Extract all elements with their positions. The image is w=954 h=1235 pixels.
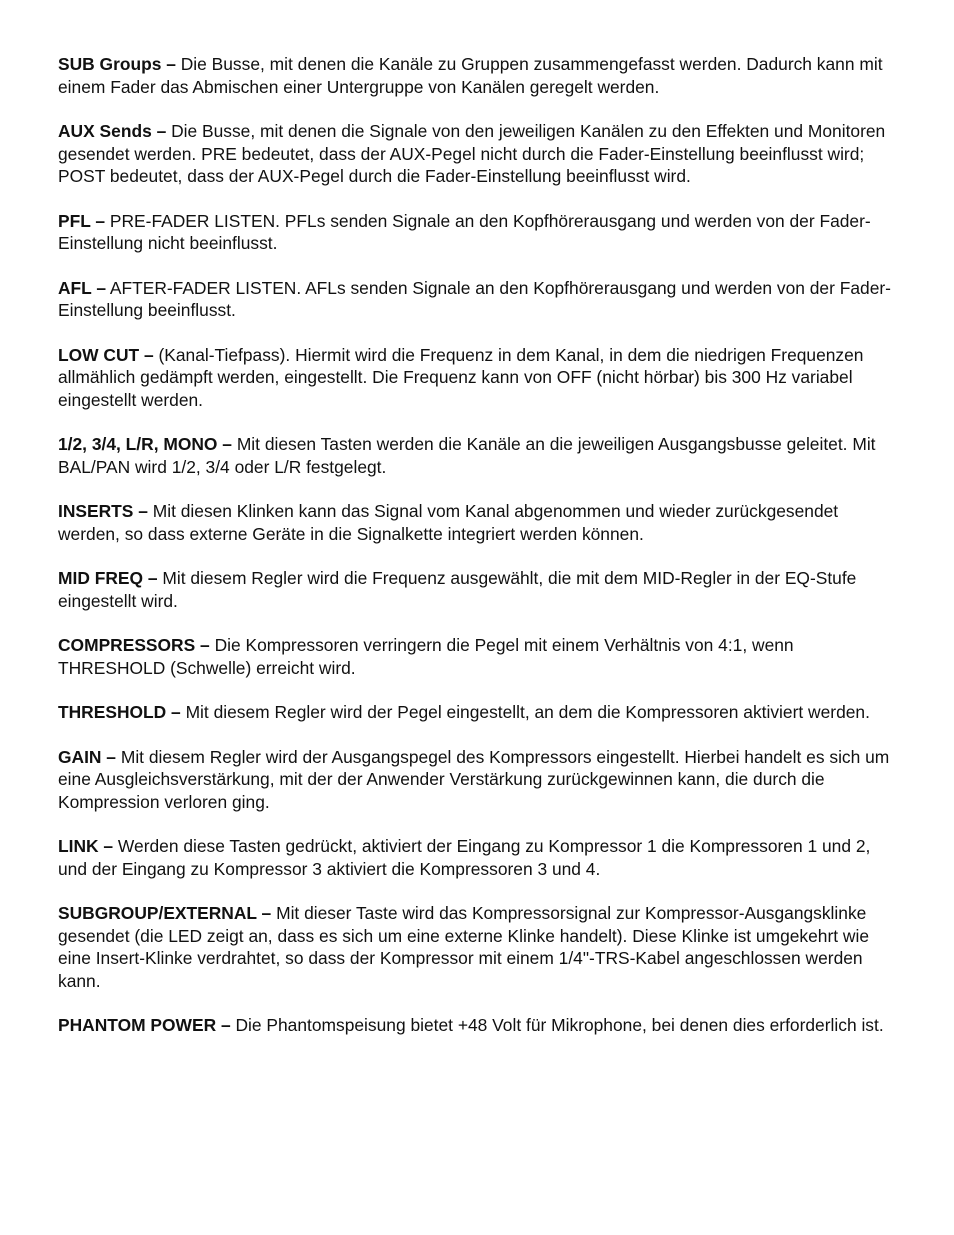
glossary-entry-mid-freq (58, 567, 904, 612)
entry-text: Mit diesem Regler wird der Ausgangspegel des Kompressors eingestellt. Hierbei handelt es sich um eine Ausgleichsverstärkung, mit der der Anwender Verstärkung zurückgewinnen kann, die durch die Kompression verloren ging. (58, 746, 890, 812)
entry-text: Mit diesen Tasten werden die Kanäle an die jeweiligen Ausgangsbusse geleitet. Mit BAL/PAN wird 1/2, 3/4 oder L/R festgelegt. (58, 434, 876, 477)
entry-text: Mit diesem Regler wird die Frequenz ausgewählt, die mit dem MID-Regler in der EQ-Stufe eingestellt wird. (58, 568, 857, 611)
entry-term: THRESHOLD – (58, 702, 181, 722)
entry-term: SUBGROUP/EXTERNAL – (58, 903, 272, 923)
entry-text: Die Kompressoren verringern die Pegel mit einem Verhältnis von 4:1, wenn THRESHOLD (Schwelle) erreicht wird. (58, 635, 794, 678)
entry-text: (Kanal-Tiefpass). Hiermit wird die Frequenz in dem Kanal, in dem die niedrigen Frequenzen allmählich gedämpft werden, eingestellt. Die Frequenz kann von OFF (nicht hörbar) bis 300 Hz variabel eingestellt werden. (58, 344, 864, 410)
entry-term: MID FREQ – (58, 568, 158, 588)
entry-text: Mit diesen Klinken kann das Signal vom Kanal abgenommen und wieder zurückgesendet werden, so dass externe Geräte in die Signalkette integriert werden können. (58, 501, 839, 544)
entry-text: Die Busse, mit denen die Kanäle zu Gruppen zusammengefasst werden. Dadurch kann mit einem Fader das Abmischen einer Untergruppe von Kanälen geregelt werden. (58, 54, 883, 97)
entry-term: GAIN – (58, 746, 116, 767)
entry-term: INSERTS – (58, 501, 148, 521)
glossary-entry-low-cut (58, 344, 904, 412)
entry-text: PRE-FADER LISTEN. PFLs senden Signale an den Kopfhörerausgang und werden von der Fader-Einstellung nicht beeinflusst. (58, 210, 871, 253)
glossary-entry-bus-buttons (58, 433, 904, 478)
entry-text: Mit dieser Taste wird das Kompressorsignal zur Kompressor-Ausgangsklinke gesendet (die LED zeigt an, dass es sich um eine externe Klinke handelt). Diese Klinke ist umgekehrt wie eine Insert-Klinke verdrahtet, so dass der Kompressor mit einem 1/4"-TRS-Kabel angeschlossen werden kann. (58, 903, 870, 991)
glossary-entry-aux-sends (58, 120, 904, 188)
entry-term: AFL – (58, 277, 106, 298)
glossary-entry-compressors (58, 634, 904, 679)
entry-text: Mit diesem Regler wird der Pegel eingestellt, an dem die Kompressoren aktiviert werden. (185, 702, 870, 722)
glossary-page (58, 53, 904, 1059)
entry-text: AFTER-FADER LISTEN. AFLs senden Signale an den Kopfhörerausgang und werden von der Fader-Einstellung beeinflusst. (58, 277, 891, 320)
glossary-entry-phantom-power (58, 1014, 904, 1037)
glossary-entry-link (58, 835, 904, 880)
entry-text: Werden diese Tasten gedrückt, aktiviert der Eingang zu Kompressor 1 die Kompressoren 1 und 2, und der Eingang zu Kompressor 3 aktiviert die Kompressoren 3 und 4. (58, 836, 871, 879)
entry-term: PHANTOM POWER – (58, 1015, 231, 1035)
glossary-entry-afl (58, 277, 904, 322)
entry-term: 1/2, 3/4, L/R, MONO – (58, 434, 232, 454)
entry-term: SUB Groups – (58, 54, 176, 74)
glossary-entry-pfl (58, 210, 904, 255)
glossary-entry-inserts (58, 500, 904, 545)
glossary-entry-sub-groups (58, 53, 904, 98)
entry-term: LINK – (58, 836, 114, 856)
entry-text: Die Busse, mit denen die Signale von den jeweiligen Kanälen zu den Effekten und Monitoren gesendet werden. PRE bedeutet, dass der AUX-Pegel nicht durch die Fader-Einstellung beeinflusst wird; POST bedeutet, dass der AUX-Pegel durch die Fader-Einstellung beeinflusst wird. (58, 121, 886, 186)
entry-term: COMPRESSORS – (58, 635, 210, 655)
glossary-entry-gain (58, 746, 904, 814)
glossary-entry-threshold (58, 701, 904, 724)
entry-text: Die Phantomspeisung bietet +48 Volt für Mikrophone, bei denen dies erforderlich ist. (235, 1015, 884, 1035)
glossary-entry-subgroup-external (58, 902, 904, 992)
entry-term: PFL – (58, 210, 106, 231)
entry-term: AUX Sends – (58, 121, 167, 141)
entry-term: LOW CUT – (58, 344, 154, 365)
